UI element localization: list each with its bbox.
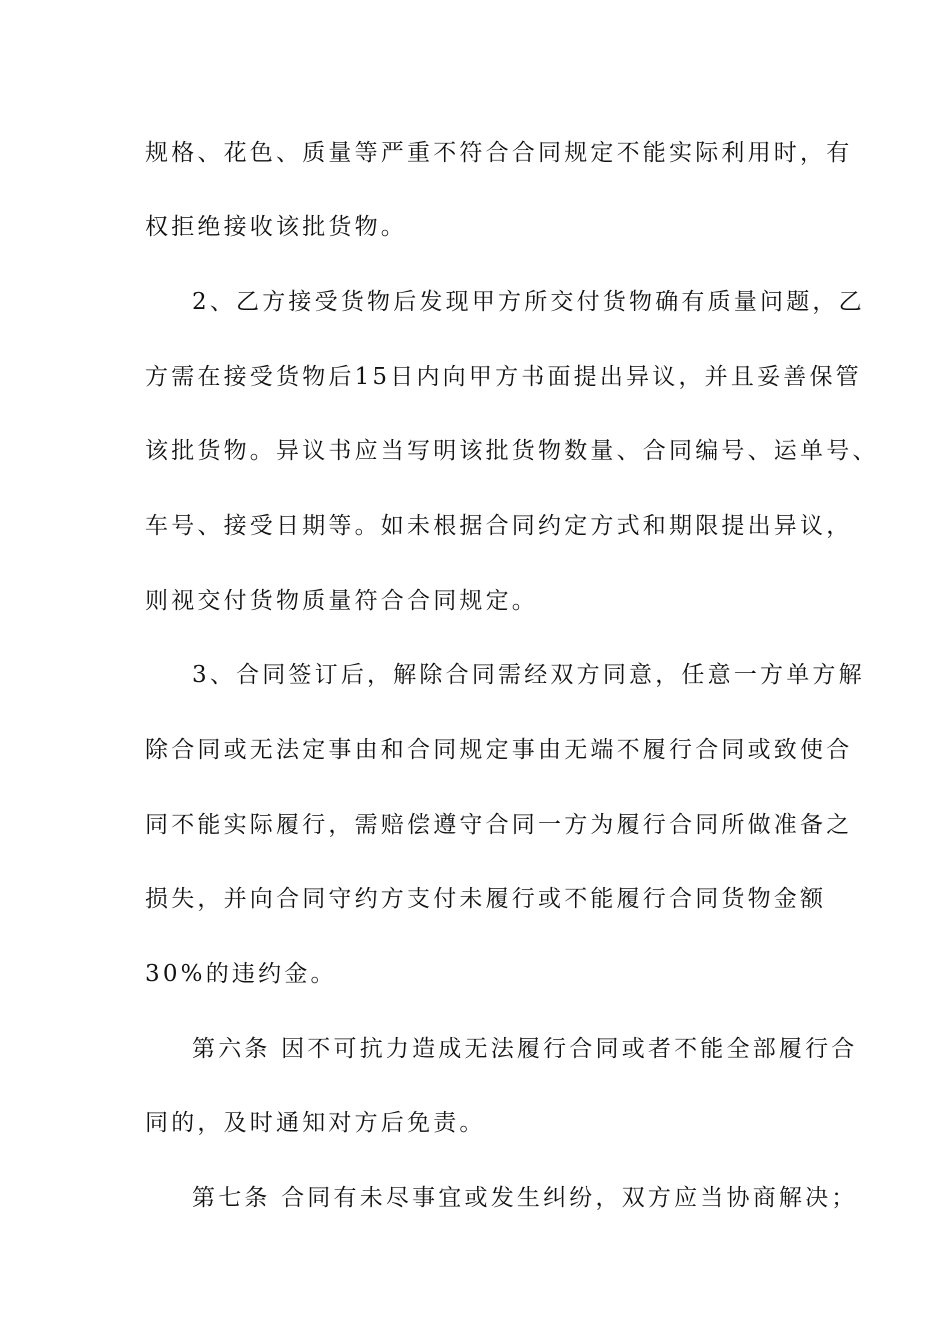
text-line: 除合同或无法定事由和合同规定事由无端不履行合同或致使合 [145, 737, 853, 763]
paragraph-start-line: 2、乙方接受货物后发现甲方所交付货物确有质量问题，乙 [192, 289, 865, 315]
text-line: 权拒绝接收该批货物。 [145, 214, 407, 240]
paragraph-start-line: 3、合同签订后，解除合同需经双方同意，任意一方单方解 [192, 662, 865, 688]
text-line: 该批货物。异议书应当写明该批货物数量、合同编号、运单号、 [145, 438, 879, 464]
text-line: 同的，及时通知对方后免责。 [145, 1110, 486, 1136]
text-line: 30%的违约金。 [145, 961, 337, 987]
text-line: 车号、接受日期等。如未根据合同约定方式和期限提出异议， [145, 513, 853, 539]
article-6-heading-line: 第六条 因不可抗力造成无法履行合同或者不能全部履行合 [192, 1036, 858, 1062]
text-line: 规格、花色、质量等严重不符合合同规定不能实际利用时，有 [145, 140, 853, 166]
text-line: 则视交付货物质量符合合同规定。 [145, 588, 538, 614]
text-line: 损失，并向合同守约方支付未履行或不能履行合同货物金额 [145, 886, 827, 912]
text-line: 同不能实际履行，需赔偿遵守合同一方为履行合同所做准备之 [145, 812, 853, 838]
article-7-heading-line: 第七条 合同有未尽事宜或发生纠纷，双方应当协商解决； [192, 1185, 858, 1211]
text-line: 方需在接受货物后15日内向甲方书面提出异议，并且妥善保管 [145, 364, 862, 390]
